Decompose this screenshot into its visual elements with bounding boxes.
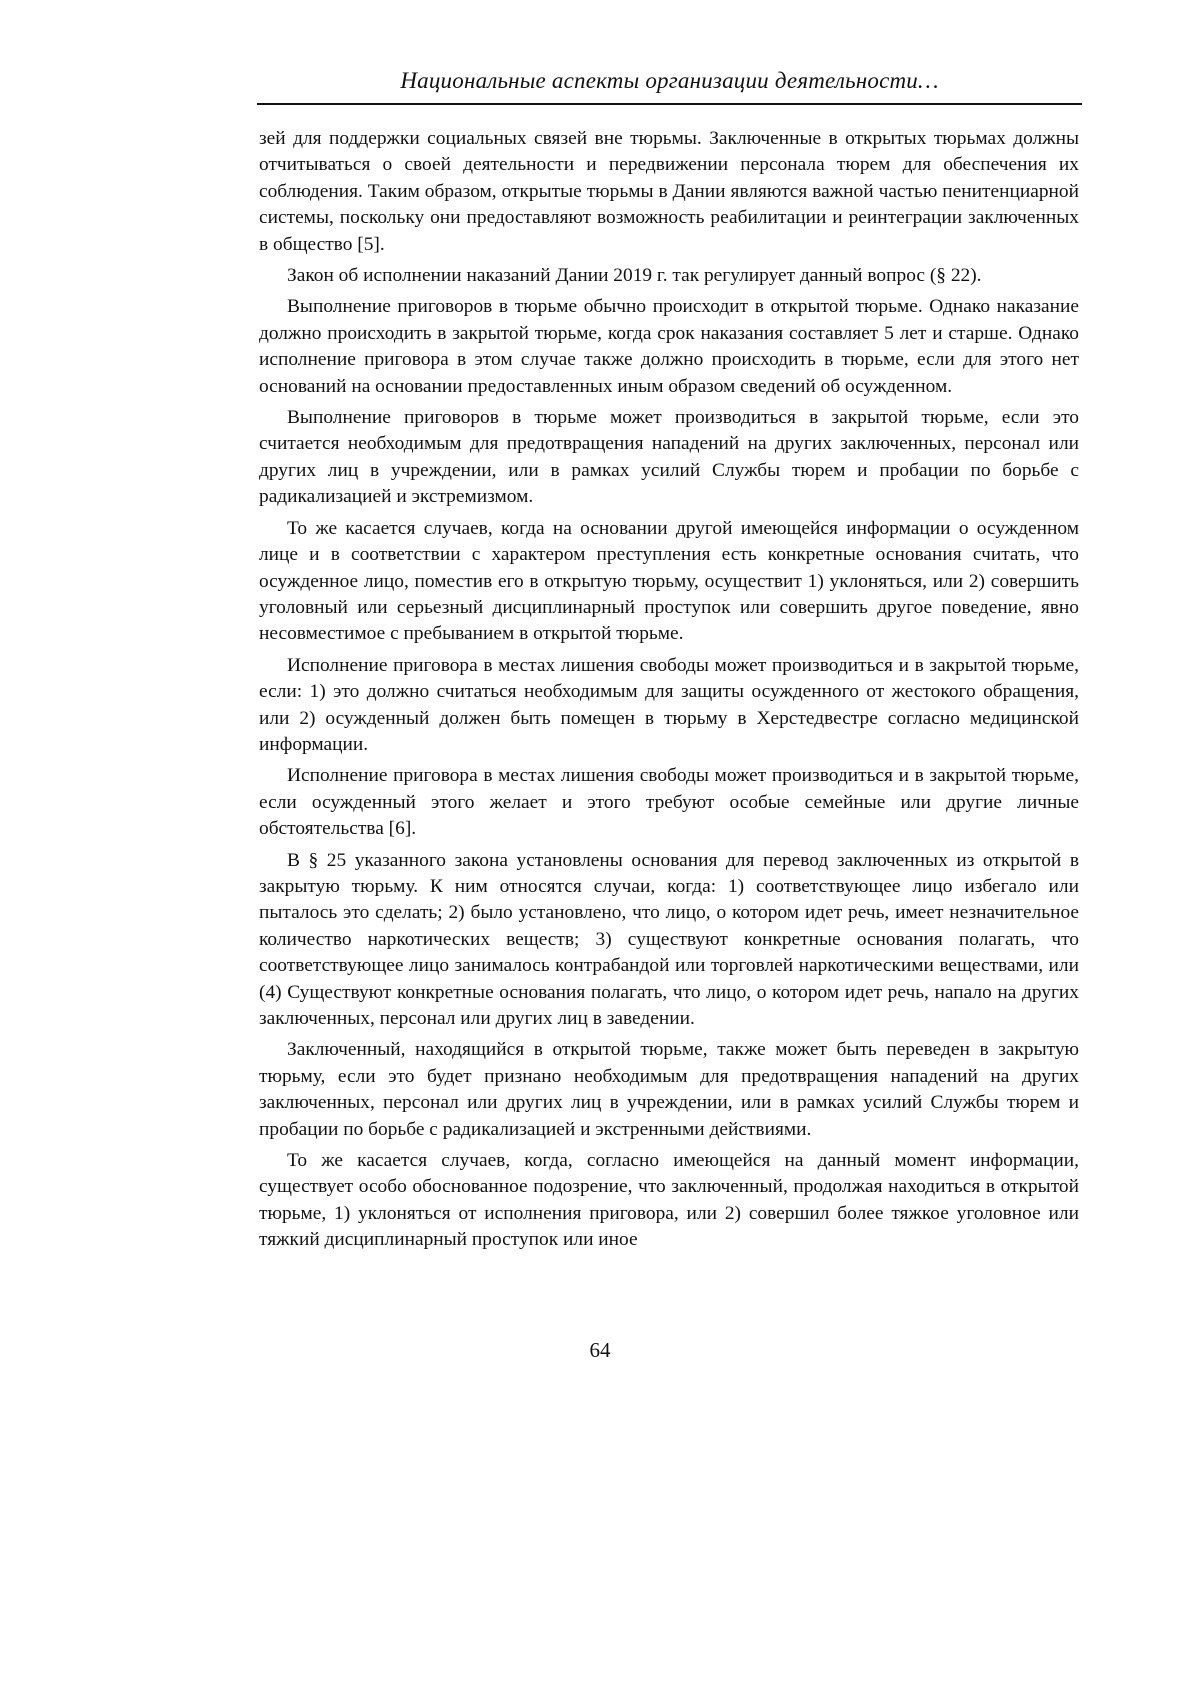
paragraph-9: Заключенный, находящийся в открытой тюрьме, также может быть переведен в закрытую тюрьму, если это будет признано необходимым для предотвращения нападений на других заключенных, персонал или других лиц в учреждении, или в рамках усилий Службы тюрем и пробации по борьбе с радикализацией и экстренными действиями. xyxy=(259,1037,1079,1143)
paragraph-8: В § 25 указанного закона установлены основания для перевод заключенных из открытой в закрытую тюрьму. К ним относятся случаи, когда: 1) соответствующее лицо избегало или пыталось это сделать; 2) было установлено, что лицо, о котором идет речь, имеет незначительное количество наркотических веществ; 3) существуют конкретные основания полагать, что соответствующее лицо занималось контрабандой или торговлей наркотическими веществами, или (4) Существуют конкретные основания полагать, что лицо, о котором идет речь, напало на других заключенных, персонал или других лиц в заведении. xyxy=(259,848,1079,1033)
paragraph-4: Выполнение приговоров в тюрьме может производиться в закрытой тюрьме, если это считается необходимым для предотвращения нападений на других заключенных, персонал или других лиц в учреждении, или в рамках усилий Службы тюрем и пробации по борьбе с радикализацией и экстремизмом. xyxy=(259,405,1079,511)
paragraph-10: То же касается случаев, когда, согласно имеющейся на данный момент информации, существует особо обоснованное подозрение, что заключенный, продолжая находиться в открытой тюрьме, 1) уклоняться от исполнения приговора, или 2) совершил более тяжкое уголовное или тяжкий дисциплинарный проступок или иное xyxy=(259,1148,1079,1254)
paragraph-7: Исполнение приговора в местах лишения свободы может производиться и в закрытой тюрьме, если осужденный этого желает и этого требуют особые семейные или другие личные обстоятельства [6]. xyxy=(259,763,1079,842)
page-number: 64 xyxy=(535,1336,665,1364)
paragraph-3: Выполнение приговоров в тюрьме обычно происходит в открытой тюрьме. Однако наказание должно происходить в закрытой тюрьме, когда срок наказания составляет 5 лет и старше. Однако исполнение приговора в этом случае также должно происходить в тюрьме, если для этого нет оснований на основании предоставленных иным образом сведений об осужденном. xyxy=(259,294,1079,400)
paragraph-2: Закон об исполнении наказаний Дании 2019 г. так регулирует данный вопрос (§ 22). xyxy=(259,263,1079,289)
page-body xyxy=(259,126,1079,1259)
paragraph-5: То же касается случаев, когда на основании другой имеющейся информации о осужденном лице и в соответствии с характером преступления есть конкретные основания считать, что осужденное лицо, поместив его в открытую тюрьму, осуществит 1) уклоняться, или 2) совершить уголовный или серьезный дисциплинарный проступок или совершить другое поведение, явно несовместимое с пребыванием в открытой тюрьме. xyxy=(259,516,1079,648)
paragraph-6: Исполнение приговора в местах лишения свободы может производиться и в закрытой тюрьме, если: 1) это должно считаться необходимым для защиты осужденного от жестокого обращения, или 2) осужденный должен быть помещен в тюрьму в Херстедвестре согласно медицинской информации. xyxy=(259,653,1079,759)
header-rule xyxy=(257,103,1082,105)
running-header-title: Национальные аспекты организации деятельности… xyxy=(257,66,1082,96)
paragraph-1: зей для поддержки социальных связей вне тюрьмы. Заключенные в открытых тюрьмах должны отчитываться о своей деятельности и передвижении персонала тюрем для обеспечения их соблюдения. Таким образом, открытые тюрьмы в Дании являются важной частью пенитенциарной системы, поскольку они предоставляют возможность реабилитации и реинтеграции заключенных в общество [5]. xyxy=(259,126,1079,258)
